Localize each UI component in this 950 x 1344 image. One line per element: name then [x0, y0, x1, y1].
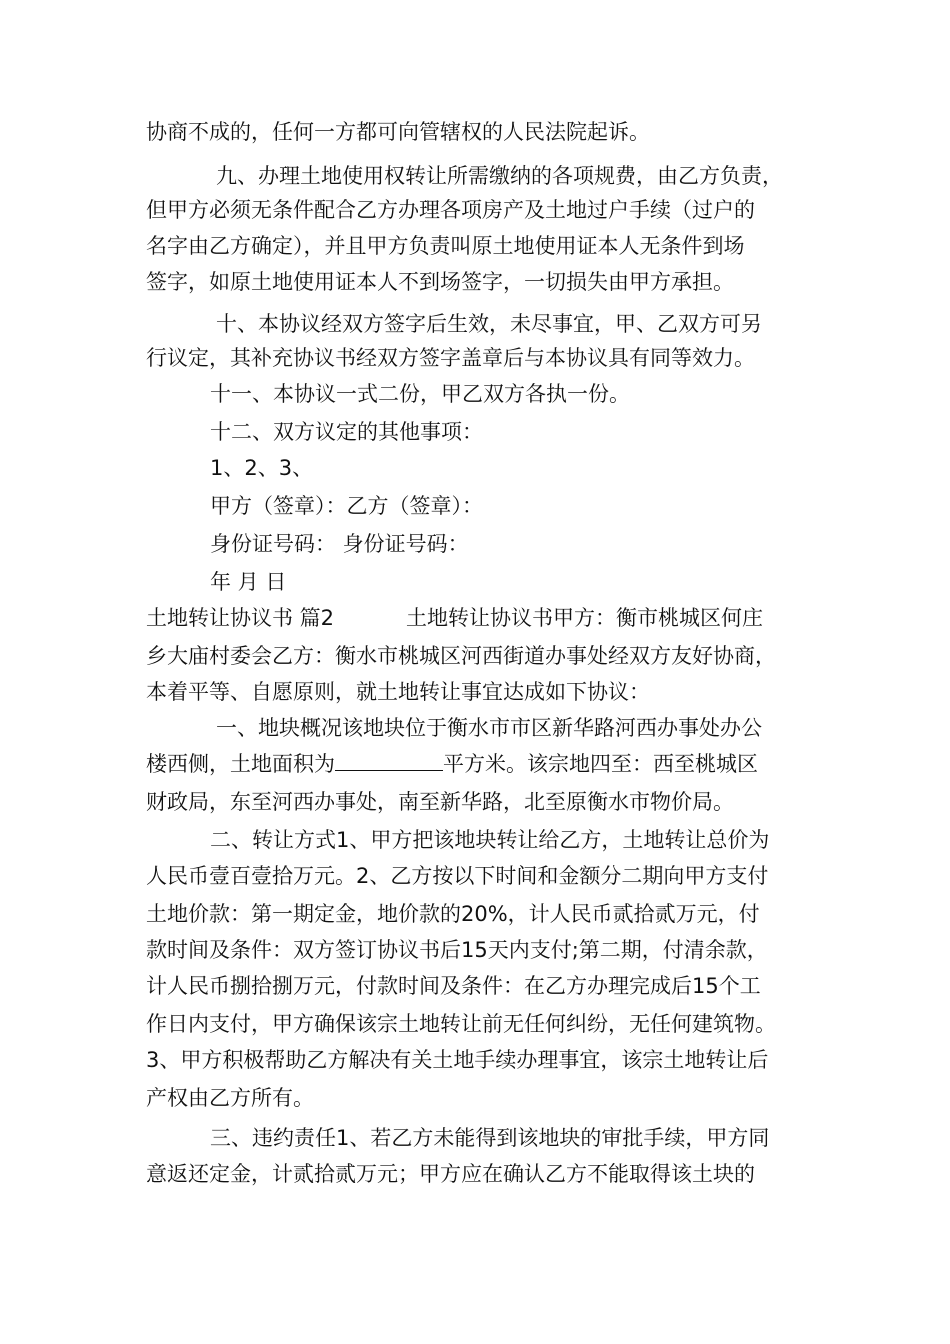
signature-line: 甲方（签章）：乙方（签章）： — [210, 494, 483, 518]
text-line: 计人民币捌拾捌万元，付款时间及条件：在乙方办理完成后15个工 — [146, 974, 761, 998]
text-segment: 平方米。该宗地四至：西至桃城区 — [443, 752, 758, 776]
text-line: 三、违约责任1、若乙方未能得到该地块的审批手续，甲方同 — [210, 1126, 770, 1150]
text-line: 土地价款：第一期定金，地价款的20%，计人民币贰拾贰万元，付 — [146, 902, 760, 926]
text-line: 九、办理土地使用权转让所需缴纳的各项规费，由乙方负责， — [216, 164, 783, 188]
text-line: 但甲方必须无条件配合乙方办理各项房产及土地过户手续（过户的 — [146, 198, 755, 222]
text-line: 款时间及条件：双方签订协议书后15天内支付;第二期，付清余款， — [146, 938, 768, 962]
text-line: 作日内支付，甲方确保该宗土地转让前无任何纠纷，无任何建筑物。 — [146, 1012, 776, 1036]
fill-in-blank — [335, 750, 443, 771]
text-line: 1、2、3、 — [210, 456, 314, 480]
text-line-with-blank — [146, 748, 758, 780]
text-line: 二、转让方式1、甲方把该地块转让给乙方，土地转让总价为 — [210, 828, 770, 852]
id-number-line: 身份证号码： 身份证号码： — [210, 532, 469, 556]
date-line: 年 月 日 — [210, 570, 287, 594]
text-line: 产权由乙方所有。 — [146, 1086, 314, 1110]
text-line: 一、地块概况该地块位于衡水市市区新华路河西办事处办公 — [216, 716, 762, 740]
text-line: 3、甲方积极帮助乙方解决有关土地手续办理事宜，该宗土地转让后 — [146, 1048, 769, 1072]
section-heading-line — [146, 602, 763, 634]
text-line: 行议定，其补充协议书经双方签字盖章后与本协议具有同等效力。 — [146, 346, 755, 370]
text-line: 名字由乙方确定），并且甲方负责叫原土地使用证本人无条件到场 — [146, 234, 745, 258]
text-line: 人民币壹百壹拾万元。2、乙方按以下时间和金额分二期向甲方支付 — [146, 864, 769, 888]
text-segment: 楼西侧，土地面积为 — [146, 752, 335, 776]
text-segment: 土地转让协议书甲方：衡市桃城区何庄 — [406, 606, 764, 630]
text-line: 乡大庙村委会乙方：衡水市桃城区河西街道办事处经双方友好协商， — [146, 644, 776, 668]
text-line: 十一、本协议一式二份，甲乙双方各执一份。 — [210, 382, 630, 406]
section-heading: 土地转让协议书 篇2 — [146, 606, 335, 630]
text-line: 十、本协议经双方签字后生效，未尽事宜，甲、乙双方可另 — [216, 312, 762, 336]
text-line: 协商不成的，任何一方都可向管辖权的人民法院起诉。 — [146, 120, 650, 144]
text-line: 签字，如原土地使用证本人不到场签字，一切损失由甲方承担。 — [146, 270, 734, 294]
text-line: 财政局，东至河西办事处，南至新华路，北至原衡水市物价局。 — [146, 790, 734, 814]
text-line: 十二、双方议定的其他事项： — [210, 420, 483, 444]
text-line: 本着平等、自愿原则，就土地转让事宜达成如下协议： — [146, 680, 650, 704]
text-line: 意返还定金，计贰拾贰万元；甲方应在确认乙方不能取得该土块的 — [146, 1162, 755, 1186]
